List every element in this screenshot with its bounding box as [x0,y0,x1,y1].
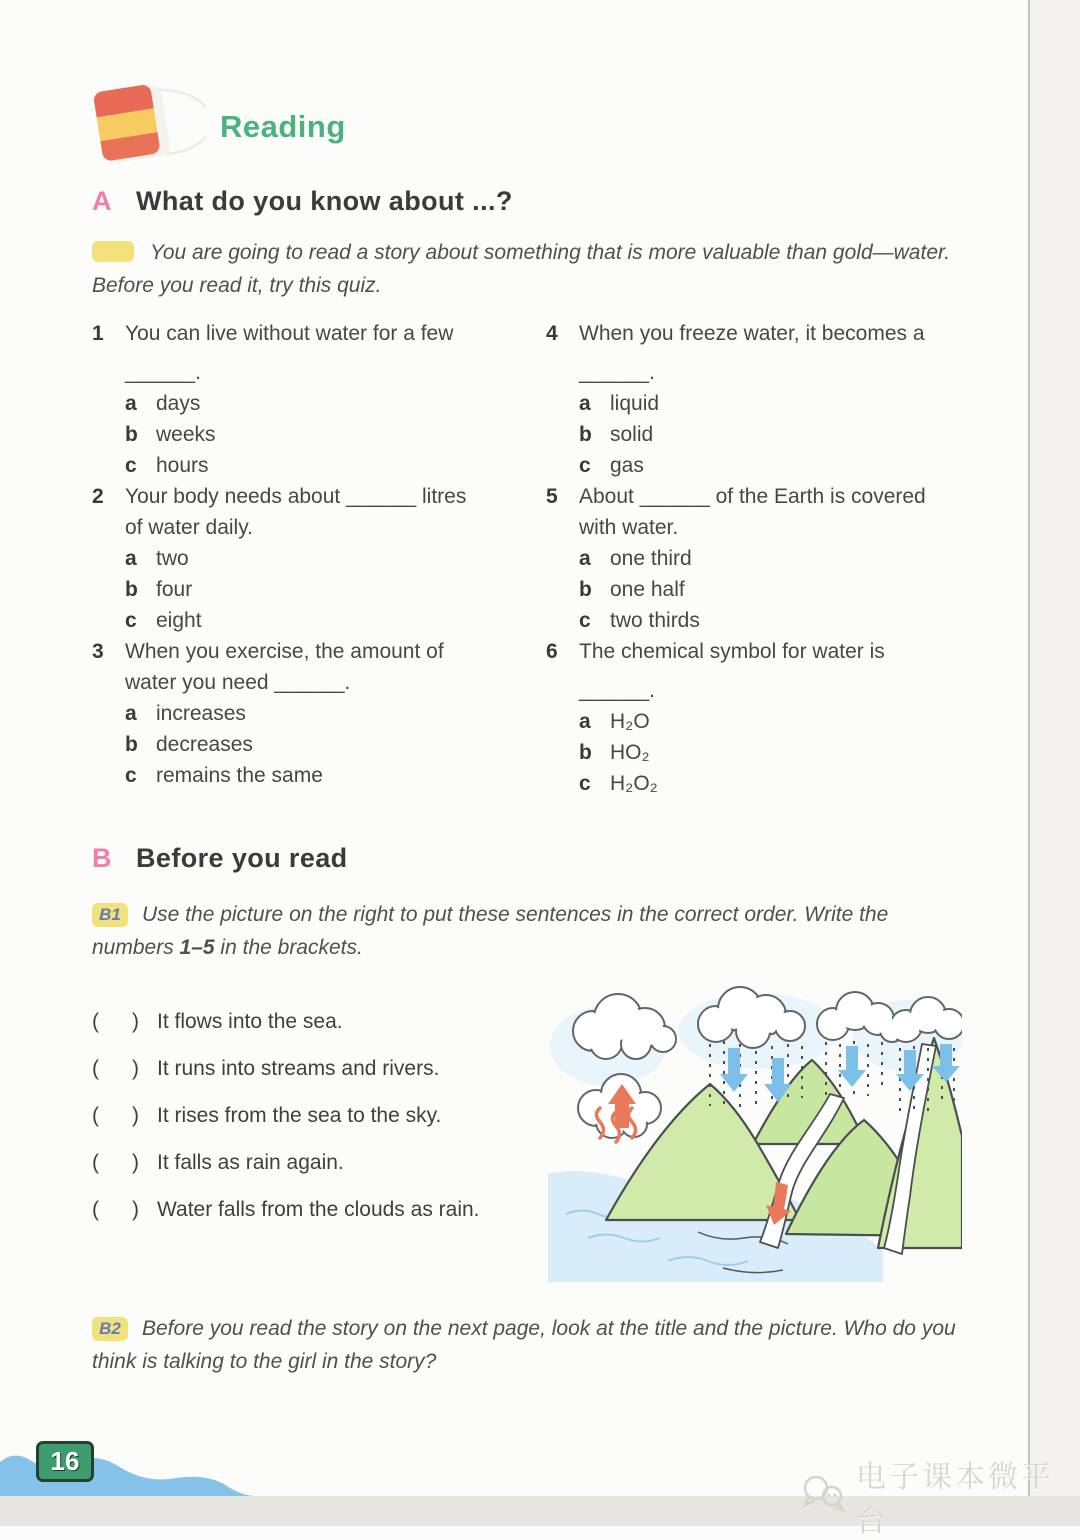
b2-text: Before you read the story on the next page, look at the title and the picture. Who do you think is talking to the girl in the story? [92,1317,956,1373]
page-title: Reading [220,108,346,144]
b1-sentence-list [92,1006,562,1241]
option-row [125,388,518,419]
question-text: The chemical symbol for water is [579,640,885,663]
sentence-text: It runs into streams and rivers. [157,1057,440,1080]
wechat-icon [800,1473,848,1520]
option-row [125,450,518,481]
answer-blank: ______. [125,361,201,384]
answer-blank: ______. [579,361,655,384]
option-letter: c [579,609,591,632]
bracket-open: ( [92,1198,99,1221]
option-text: decreases [156,733,253,756]
option-letter: a [579,547,591,570]
question-text: You can live without water for a few [125,322,454,345]
b2-instruction [92,1312,972,1378]
question-5 [546,481,972,636]
option-row [125,574,518,605]
highlight-marker [92,241,134,262]
option-row [579,737,972,768]
intro-text: You are going to read a story about something that is more valuable than gold—water. Before you read it, try this quiz. [92,241,951,297]
option-text: weeks [156,423,216,446]
sentence-text: It falls as rain again. [157,1151,344,1174]
option-letter: b [125,578,138,601]
question-text: of water daily. [125,516,253,539]
option-text: H₂O [610,710,650,733]
option-text: increases [156,702,246,725]
option-letter: c [125,454,137,477]
answer-blank: ______. [579,679,655,702]
question-text: When you exercise, the amount of [125,640,444,663]
sentence-text: Water falls from the clouds as rain. [157,1198,480,1221]
option-letter: b [125,423,138,446]
bracket-close: ) [132,1057,139,1080]
option-row [579,768,972,799]
option-row [579,605,972,636]
section-b-letter: B [92,843,112,873]
option-row [125,419,518,450]
list-item [92,1053,562,1084]
option-letter: a [125,392,137,415]
list-item [92,1006,562,1037]
b1-text: Use the picture on the right to put these sentences in the correct order. Write the numbers [92,903,889,959]
option-letter: b [579,578,592,601]
section-a-title: What do you know about ...? [136,186,513,216]
watermark-text: 电子课本微平台 [856,1461,1054,1538]
list-item [92,1194,562,1225]
question-number: 2 [92,485,104,508]
option-letter: a [579,710,591,733]
question-4 [546,318,972,481]
option-text: two thirds [610,609,700,632]
water-cycle-illustration [548,986,962,1282]
option-row [579,450,972,481]
bracket-open: ( [92,1104,99,1127]
question-text: When you freeze water, it becomes a [579,322,925,345]
option-letter: c [579,454,591,477]
option-letter: c [125,764,137,787]
b1-text-bold: 1–5 [179,936,215,959]
b1-text: in the brackets. [214,936,363,959]
option-row [125,605,518,636]
option-text: remains the same [156,764,323,787]
option-letter: a [125,702,137,725]
question-6 [546,636,972,799]
option-letter: b [579,423,592,446]
sentence-text: It flows into the sea. [157,1010,343,1033]
page-number: 16 [36,1441,94,1482]
question-text: Your body needs about ______ litres [125,485,467,508]
option-row [579,706,972,737]
bracket-open: ( [92,1057,99,1080]
quiz-column-left [92,318,518,799]
question-text: About ______ of the Earth is covered [579,485,926,508]
question-text: with water. [579,516,679,539]
option-text: eight [156,609,202,632]
option-text: days [156,392,201,415]
option-row [125,729,518,760]
option-text: HO₂ [610,741,650,764]
question-number: 1 [92,322,104,345]
quiz-column-right [546,318,972,799]
option-text: hours [156,454,209,477]
option-row [125,698,518,729]
book-icon [88,78,206,175]
option-row [579,388,972,419]
option-letter: a [125,547,137,570]
option-row [125,543,518,574]
page-edge [1028,0,1080,1496]
option-text: two [156,547,189,570]
watermark [800,1452,1080,1540]
bracket-close: ) [132,1198,139,1221]
option-letter: c [579,772,591,795]
bracket-close: ) [132,1010,139,1033]
b1-instruction [92,898,972,964]
option-text: solid [610,423,654,446]
section-a-heading [92,186,513,217]
bracket-close: ) [132,1151,139,1174]
section-b-heading [92,843,348,874]
quiz [92,318,972,799]
option-letter: b [579,741,592,764]
question-number: 4 [546,322,558,345]
section-a-intro [92,236,972,302]
question-number: 5 [546,485,558,508]
option-letter: a [579,392,591,415]
option-row [579,419,972,450]
option-row [125,760,518,791]
bracket-close: ) [132,1104,139,1127]
option-letter: b [125,733,138,756]
sentence-text: It rises from the sea to the sky. [157,1104,442,1127]
option-row [579,574,972,605]
section-b-title: Before you read [136,843,348,873]
option-letter: c [125,609,137,632]
b1-badge: B1 [92,903,128,927]
option-text: four [156,578,193,601]
question-1 [92,318,518,481]
option-text: one third [610,547,692,570]
question-2 [92,481,518,636]
list-item [92,1100,562,1131]
option-text: liquid [610,392,660,415]
question-number: 6 [546,640,558,663]
b2-badge: B2 [92,1317,128,1341]
reading-header [88,78,346,175]
bracket-open: ( [92,1010,99,1033]
question-number: 3 [92,640,104,663]
option-text: H₂O₂ [610,772,658,795]
question-3 [92,636,518,791]
section-a-letter: A [92,186,112,216]
option-text: one half [610,578,685,601]
bracket-open: ( [92,1151,99,1174]
option-text: gas [610,454,644,477]
list-item [92,1147,562,1178]
question-text: water you need ______. [125,671,351,694]
option-row [579,543,972,574]
